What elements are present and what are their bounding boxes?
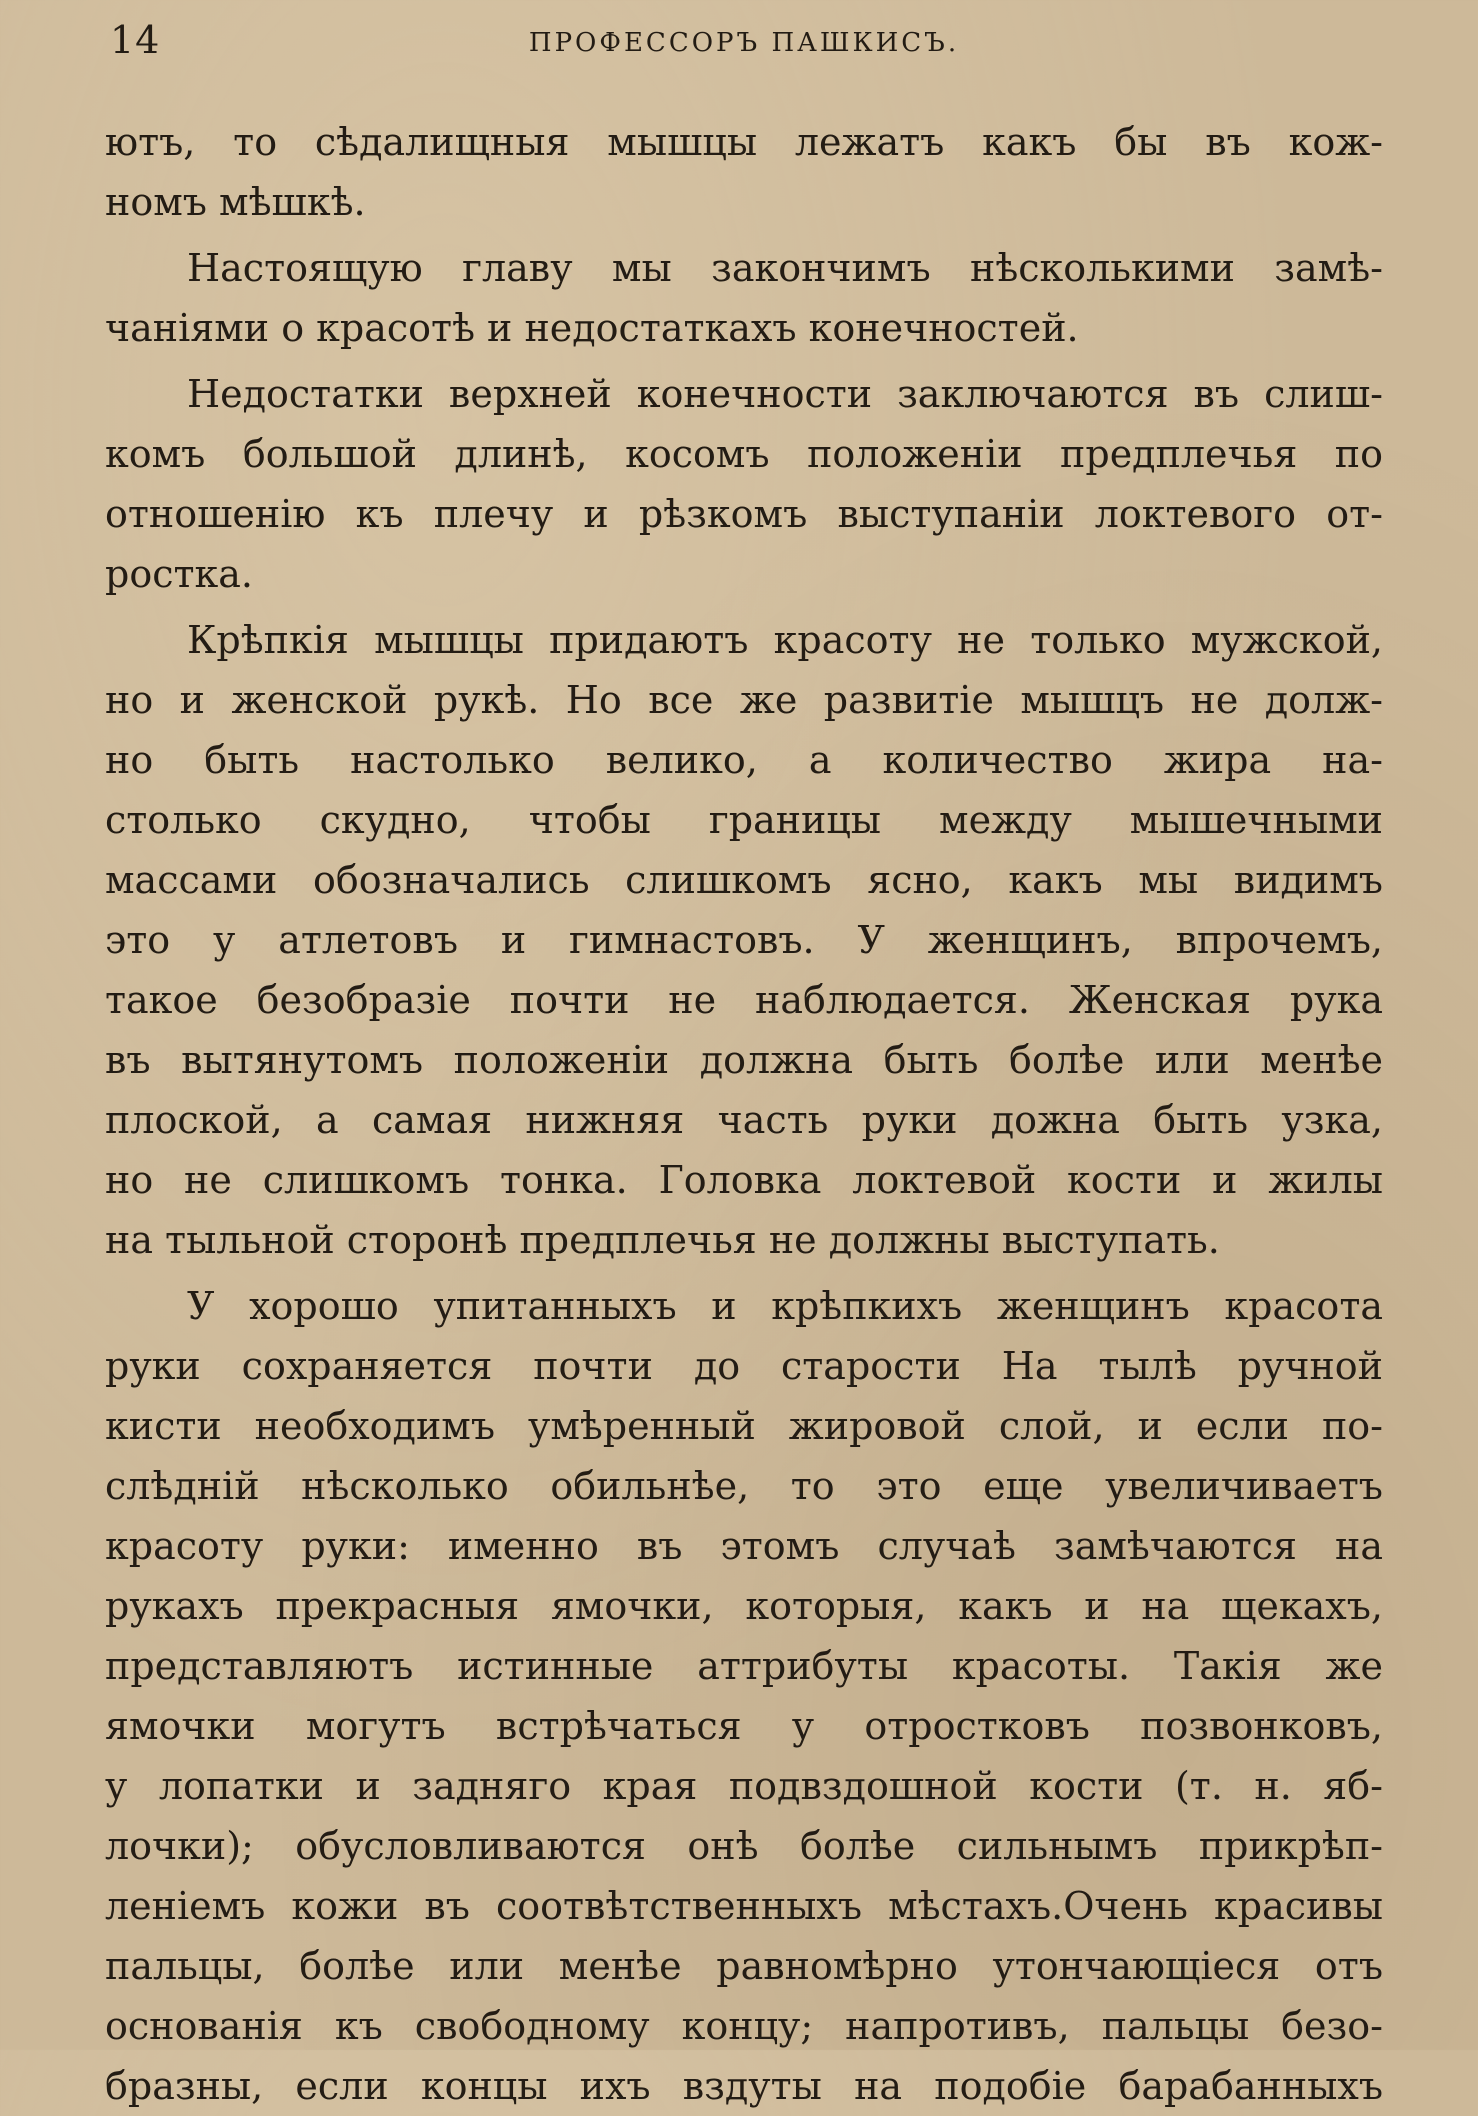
text-line: номъ мѣшкѣ. (105, 180, 366, 224)
text-line: руки сохраняется почти до старости На тылѣ ручной (105, 1344, 1383, 1388)
text-line: у лопатки и задняго края подвздошной кости (т. н. яб- (105, 1764, 1383, 1808)
body-text (105, 112, 1383, 2116)
text-line: рукахъ прекрасныя ямочки, которыя, какъ и на щекахъ, (105, 1584, 1383, 1628)
text-line: ростка. (105, 552, 253, 596)
text-line: комъ большой длинѣ, косомъ положеніи предплечья по (105, 432, 1383, 476)
text-line: отношенію къ плечу и рѣзкомъ выступаніи локтевого от- (105, 492, 1383, 536)
text-line: плоской, а самая нижняя часть руки дожна быть узка, (105, 1098, 1383, 1142)
text-line: У хорошо упитанныхъ и крѣпкихъ женщинъ красота (187, 1284, 1383, 1328)
text-line: лочки); обусловливаются онѣ болѣе сильнымъ прикрѣп- (105, 1824, 1383, 1868)
text-line: представляютъ истинные аттрибуты красоты. Такія же (105, 1644, 1383, 1688)
text-line: на тыльной сторонѣ предплечья не должны выступать. (105, 1218, 1220, 1262)
text-line: но и женской рукѣ. Но все же развитіе мышцъ не долж- (105, 678, 1383, 722)
text-line: слѣдній нѣсколько обильнѣе, то это еще увеличиваетъ (105, 1464, 1383, 1508)
text-line: въ вытянутомъ положеніи должна быть болѣе или менѣе (105, 1038, 1383, 1082)
text-line: такое безобразіе почти не наблюдается. Женская рука (105, 978, 1383, 1022)
text-line: красоту руки: именно въ этомъ случаѣ замѣчаются на (105, 1524, 1383, 1568)
text-line: это у атлетовъ и гимнастовъ. У женщинъ, впрочемъ, (105, 918, 1383, 962)
text-line: но не слишкомъ тонка. Головка локтевой кости и жилы (105, 1158, 1383, 1202)
text-line: ютъ, то сѣдалищныя мышцы лежатъ какъ бы въ кож- (105, 120, 1383, 164)
running-title: ПРОФЕССОРЪ ПАШКИСЪ. (528, 28, 960, 58)
text-line: ямочки могутъ встрѣчаться у отростковъ позвонковъ, (105, 1704, 1383, 1748)
page-number: 14 (110, 18, 161, 62)
text-line: чаніями о красотѣ и недостаткахъ конечностей. (105, 306, 1079, 350)
text-line: Настоящую главу мы закончимъ нѣсколькими замѣ- (187, 246, 1383, 290)
text-line: леніемъ кожи въ соотвѣтственныхъ мѣстахъ.Очень красивы (105, 1884, 1383, 1928)
text-line: Крѣпкія мышцы придаютъ красоту не только мужской, (187, 618, 1383, 662)
text-line: основанія къ свободному концу; напротивъ, пальцы безо- (105, 2004, 1383, 2048)
text-line: кисти необходимъ умѣренный жировой слой, и если по- (105, 1404, 1383, 1448)
text-line: Недостатки верхней конечности заключаются въ слиш- (187, 372, 1383, 416)
text-line: столько скудно, чтобы границы между мышечными (105, 798, 1383, 842)
page-header (110, 18, 1378, 68)
text-line: бразны, если концы ихъ вздуты на подобіе барабанныхъ (105, 2064, 1383, 2108)
text-line: но быть настолько велико, а количество жира на- (105, 738, 1383, 782)
text-line: массами обозначались слишкомъ ясно, какъ мы видимъ (105, 858, 1383, 902)
text-line: пальцы, болѣе или менѣе равномѣрно утончающіеся отъ (105, 1944, 1383, 1988)
